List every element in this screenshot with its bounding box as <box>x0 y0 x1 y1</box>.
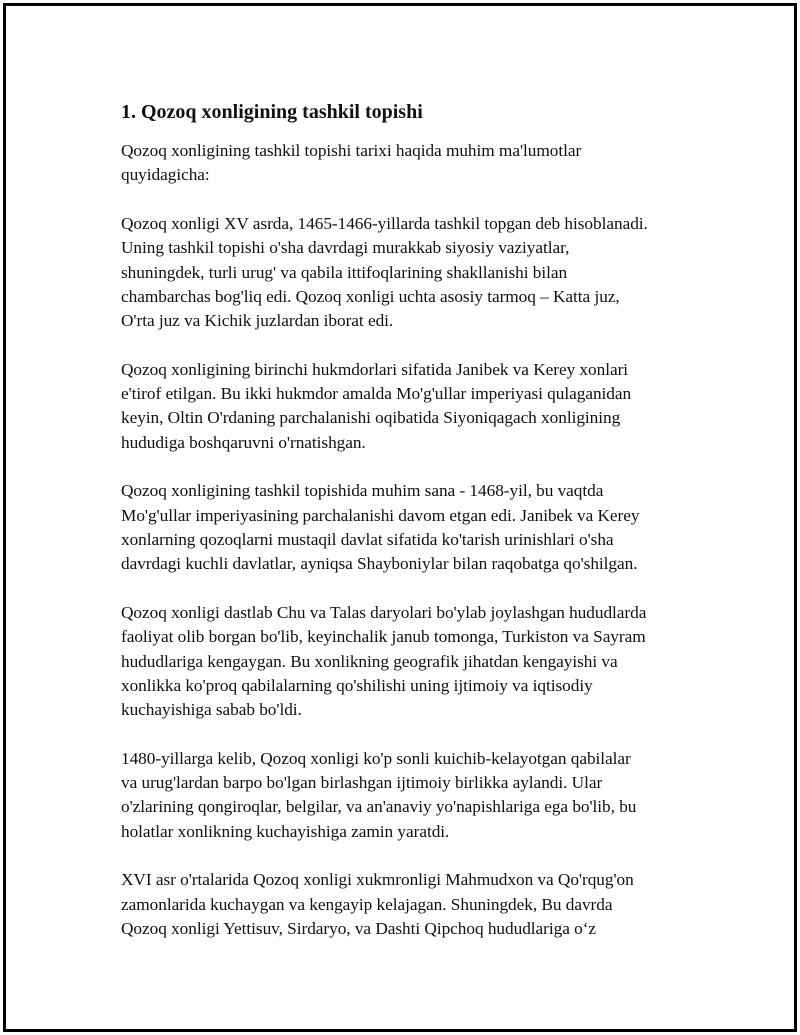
text-line: Qozoq xonligining tashkil topishida muhim sana - 1468-yil, bu vaqtda <box>121 481 604 501</box>
text-line: XVI asr o'rtalarida Qozoq xonligi xukmronligi Mahmudxon va Qo'rqug'on <box>121 870 634 890</box>
text-line: Mo'g'ullar imperiyasining parchalanishi davom etgan edi. Janibek va Kerey <box>121 505 640 525</box>
text-line: quyidagicha: <box>121 165 210 185</box>
paragraph-xvi-century <box>121 868 711 941</box>
text-line: shuningdek, turli urug' va qabila ittifoqlarining shakllanishi bilan <box>121 262 568 282</box>
text-line: zamonlarida kuchaygan va kengayip kelajagan. Shuningdek, Bu davrda <box>121 894 613 914</box>
text-line: 1480-yillarga kelib, Qozoq xonligi ko'p sonli kuichib-kelayotgan qabilalar <box>121 748 631 768</box>
text-line: xonlarning qozoqlarni mustaqil davlat sifatida ko'tarish urinishlari o'sha <box>121 530 614 550</box>
document-title: 1. Qozoq xonligining tashkil topishi <box>121 101 423 123</box>
paragraph-1468 <box>121 479 711 576</box>
paragraph-expansion <box>121 601 711 722</box>
paragraph-first-rulers <box>121 358 711 455</box>
paragraph-intro <box>121 139 711 188</box>
text-line: hududiga boshqaruvni o'rnatishgan. <box>121 432 366 452</box>
text-line: keyin, Oltin O'rdaning parchalanishi oqibatida Siyoniqagach xonligining <box>121 408 621 428</box>
text-line: hududlariga kengaygan. Bu xonlikning geografik jihatdan kengayishi va <box>121 651 618 671</box>
text-line: holatlar xonlikning kuchayishiga zamin yaratdi. <box>121 821 450 841</box>
text-line: kuchayishiga sabab bo'ldi. <box>121 700 302 720</box>
text-line: Qozoq xonligi Yettisuv, Sirdaryo, va Dashti Qipchoq hududlariga o‘z <box>121 919 597 939</box>
document-body <box>121 99 711 966</box>
page-border <box>3 3 797 1032</box>
text-line: Qozoq xonligining birinchi hukmdorlari sifatida Janibek va Kerey xonlari <box>121 359 629 379</box>
text-line: chambarchas bog'liq edi. Qozoq xonligi uchta asosiy tarmoq – Katta juz, <box>121 286 620 306</box>
text-line: faoliyat olib borgan bo'lib, keyinchalik janub tomonga, Turkiston va Sayram <box>121 627 646 647</box>
text-line: davrdagi kuchli davlatlar, ayniqsa Shayboniylar bilan raqobatga qo'shilgan. <box>121 554 638 574</box>
text-line: Uning tashkil topishi o'sha davrdagi murakkab siyosiy vaziyatlar, <box>121 238 570 258</box>
text-line: Qozoq xonligi XV asrda, 1465-1466-yillarda tashkil topgan deb hisoblanadi. <box>121 213 648 233</box>
text-line: xonlikka ko'proq qabilalarning qo'shilishi uning ijtimoiy va iqtisodiy <box>121 675 593 695</box>
text-line: va urug'lardan barpo bo'lgan birlashgan ijtimoiy birlikka aylandi. Ular <box>121 773 603 793</box>
text-line: Qozoq xonligi dastlab Chu va Talas daryolari bo'ylab joylashgan hududlarda <box>121 603 647 623</box>
paragraph-founding <box>121 212 711 333</box>
text-line: o'zlarining qongiroqlar, belgilar, va an'anaviy yo'napishlariga ega bo'lib, bu <box>121 797 637 817</box>
text-line: O'rta juz va Kichik juzlardan iborat edi. <box>121 311 394 331</box>
text-line: Qozoq xonligining tashkil topishi tarixi haqida muhim ma'lumotlar <box>121 141 582 160</box>
text-line: e'tirof etilgan. Bu ikki hukmdor amalda Mo'g'ullar imperiyasi qulaganidan <box>121 384 632 404</box>
paragraph-1480s <box>121 747 711 844</box>
